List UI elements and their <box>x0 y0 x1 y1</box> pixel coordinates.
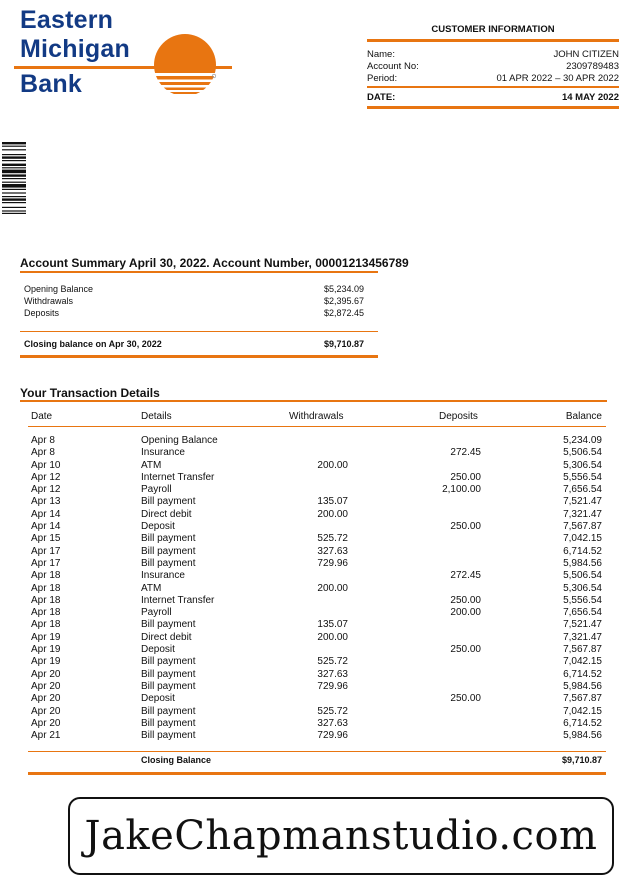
row-details: Insurance <box>141 447 185 459</box>
summary-divider <box>20 331 378 332</box>
customer-info-rule-3 <box>367 106 619 109</box>
row-balance: 7,042.15 <box>563 533 602 545</box>
bank-name-line2: Michigan <box>20 35 130 63</box>
row-balance: 5,984.56 <box>563 680 602 692</box>
summary-rule <box>20 271 378 273</box>
row-balance: 5,556.54 <box>563 594 602 606</box>
barcode-bar <box>2 174 26 176</box>
barcode-bar <box>2 167 26 168</box>
row-balance: 7,042.15 <box>563 705 602 717</box>
barcode-bar <box>2 210 26 211</box>
table-row <box>31 484 602 496</box>
row-details: Bill payment <box>141 680 196 692</box>
row-balance: 5,984.56 <box>563 557 602 569</box>
row-balance: 7,521.47 <box>563 496 602 508</box>
row-date: Apr 12 <box>31 484 61 496</box>
row-balance: 5,234.09 <box>563 435 602 446</box>
row-balance: 5,306.54 <box>563 582 602 594</box>
account-number-label: Account No: <box>367 61 419 72</box>
row-details: Deposit <box>141 521 175 533</box>
row-withdrawal: 327.63 <box>317 545 348 557</box>
row-balance: 6,714.52 <box>563 545 602 557</box>
table-row <box>31 693 602 705</box>
summary-row-label: Opening Balance <box>24 284 94 294</box>
row-date: Apr 18 <box>31 570 61 582</box>
table-row <box>31 607 602 619</box>
row-details: Payroll <box>141 484 172 496</box>
transactions-rule <box>20 400 607 402</box>
row-deposit: 200.00 <box>450 607 481 619</box>
row-withdrawal: 200.00 <box>317 508 348 520</box>
account-number-row <box>367 61 619 73</box>
row-details: Internet Transfer <box>141 594 215 606</box>
row-date: Apr 20 <box>31 717 61 729</box>
barcode-bar <box>2 207 26 208</box>
summary-closing-row <box>24 339 364 349</box>
period-label: Period: <box>367 73 398 84</box>
row-details: Bill payment <box>141 730 196 742</box>
transactions-title: Your Transaction Details <box>20 386 160 400</box>
row-details: Bill payment <box>141 668 196 680</box>
table-row <box>31 718 602 730</box>
transactions-closing-row <box>31 754 602 766</box>
transactions-body <box>31 435 602 742</box>
row-balance: 7,567.87 <box>563 644 602 656</box>
row-deposit: 272.45 <box>450 447 481 459</box>
row-date: Apr 20 <box>31 705 61 717</box>
row-date: Apr 12 <box>31 471 61 483</box>
table-row <box>31 669 602 681</box>
row-date: Apr 10 <box>31 459 61 471</box>
row-deposit: 250.00 <box>450 693 481 705</box>
watermark-text: JakeChapmanstudio.com <box>84 813 598 859</box>
row-withdrawal: 729.96 <box>317 557 348 569</box>
table-row <box>31 435 602 447</box>
transactions-bottom-rule <box>28 751 606 752</box>
table-row <box>31 533 602 545</box>
barcode-bar <box>2 156 26 158</box>
logo-rule <box>14 66 232 69</box>
row-details: Bill payment <box>141 656 196 668</box>
row-date: Apr 14 <box>31 521 61 533</box>
barcode-bar <box>2 170 26 174</box>
barcode-bar <box>2 192 26 193</box>
barcode-bar <box>2 213 26 214</box>
row-details: Payroll <box>141 607 172 619</box>
summary-row-label: Withdrawals <box>24 296 74 306</box>
row-balance: 5,306.54 <box>563 459 602 471</box>
row-date: Apr 8 <box>31 447 55 459</box>
row-details: ATM <box>141 459 162 471</box>
customer-info-panel <box>367 22 619 109</box>
row-withdrawal: 729.96 <box>317 730 348 742</box>
customer-name-value: JOHN CITIZEN <box>553 49 619 60</box>
row-date: Apr 21 <box>31 730 61 742</box>
row-date: Apr 20 <box>31 680 61 692</box>
bank-name-line3: Bank <box>20 70 82 98</box>
row-date: Apr 18 <box>31 594 61 606</box>
row-deposit: 272.45 <box>450 570 481 582</box>
row-details: Bill payment <box>141 533 196 545</box>
summary-row <box>24 307 364 319</box>
table-row <box>31 619 602 631</box>
row-deposit: 250.00 <box>450 521 481 533</box>
summary-closing-value: $9,710.87 <box>323 339 364 349</box>
table-row <box>31 644 602 656</box>
row-details: Internet Transfer <box>141 471 215 483</box>
row-details: Opening Balance <box>141 435 218 446</box>
barcode-bar <box>2 202 26 203</box>
summary-row-value: $5,234.09 <box>323 284 364 294</box>
header-deposits: Deposits <box>439 411 478 422</box>
table-row <box>31 496 602 508</box>
row-withdrawal: 327.63 <box>317 717 348 729</box>
row-date: Apr 15 <box>31 533 61 545</box>
row-balance: 7,656.54 <box>563 484 602 496</box>
barcode-bar <box>2 149 26 150</box>
summary-row <box>24 295 364 307</box>
row-date: Apr 13 <box>31 496 61 508</box>
row-withdrawal: 135.07 <box>317 619 348 631</box>
barcode-bar <box>2 196 26 197</box>
bank-logo <box>14 6 234 102</box>
row-withdrawal: 525.72 <box>317 705 348 717</box>
row-balance: 7,321.47 <box>563 508 602 520</box>
row-balance: 5,556.54 <box>563 471 602 483</box>
table-row <box>31 546 602 558</box>
row-withdrawal: 327.63 <box>317 668 348 680</box>
row-balance: 7,521.47 <box>563 619 602 631</box>
barcode-bar <box>2 198 26 200</box>
row-date: Apr 17 <box>31 557 61 569</box>
barcode-bar <box>2 164 26 166</box>
row-date: Apr 20 <box>31 668 61 680</box>
row-details: Deposit <box>141 693 175 705</box>
table-row <box>31 509 602 521</box>
row-details: Bill payment <box>141 557 196 569</box>
barcode-icon <box>2 142 26 246</box>
summary-title: Account Summary April 30, 2022. Account Number, 00001213456789 <box>20 256 409 270</box>
barcode-bar <box>2 142 26 144</box>
row-date: Apr 17 <box>31 545 61 557</box>
row-withdrawal: 525.72 <box>317 533 348 545</box>
row-withdrawal: 729.96 <box>317 680 348 692</box>
row-withdrawal: 200.00 <box>317 459 348 471</box>
header-balance: Balance <box>565 411 602 422</box>
bank-name-line1: Eastern <box>20 6 114 34</box>
row-date: Apr 19 <box>31 631 61 643</box>
row-deposit: 250.00 <box>450 644 481 656</box>
statement-date-label: DATE: <box>367 92 396 103</box>
period-value: 01 APR 2022 – 30 APR 2022 <box>496 73 619 84</box>
row-withdrawal: 200.00 <box>317 631 348 643</box>
summary-table <box>24 283 364 319</box>
row-details: Direct debit <box>141 631 192 643</box>
period-row <box>367 73 619 85</box>
barcode-bar <box>2 154 26 155</box>
table-row <box>31 656 602 668</box>
table-row <box>31 460 602 472</box>
row-date: Apr 19 <box>31 644 61 656</box>
row-balance: 7,042.15 <box>563 656 602 668</box>
header-date: Date <box>31 411 53 422</box>
transactions-header-rule <box>28 426 606 427</box>
row-details: Insurance <box>141 570 185 582</box>
row-details: Deposit <box>141 644 175 656</box>
table-row <box>31 472 602 484</box>
row-balance: 7,656.54 <box>563 607 602 619</box>
row-withdrawal: 135.07 <box>317 496 348 508</box>
summary-row-value: $2,395.67 <box>323 296 364 306</box>
row-details: Bill payment <box>141 496 196 508</box>
customer-name-row <box>367 49 619 61</box>
row-balance: 7,567.87 <box>563 693 602 705</box>
watermark-box <box>68 797 614 875</box>
summary-row <box>24 283 364 295</box>
row-date: Apr 18 <box>31 582 61 594</box>
barcode-bar <box>2 182 26 183</box>
table-row <box>31 595 602 607</box>
transactions-header <box>31 411 602 423</box>
row-balance: 5,506.54 <box>563 570 602 582</box>
table-row <box>31 706 602 718</box>
row-deposit: 2,100.00 <box>442 484 481 496</box>
row-deposit: 250.00 <box>450 594 481 606</box>
row-balance: 6,714.52 <box>563 668 602 680</box>
barcode-bar <box>2 146 26 147</box>
table-row <box>31 730 602 742</box>
row-details: Bill payment <box>141 619 196 631</box>
row-details: Direct debit <box>141 508 192 520</box>
row-balance: 5,984.56 <box>563 730 602 742</box>
barcode-bar <box>2 189 26 190</box>
customer-name-label: Name: <box>367 49 395 60</box>
summary-row-value: $2,872.45 <box>323 308 364 318</box>
barcode-bar <box>2 178 26 179</box>
closing-balance-label: Closing Balance <box>141 755 212 765</box>
row-date: Apr 18 <box>31 619 61 631</box>
summary-bottom-rule <box>20 355 378 358</box>
header-details: Details <box>141 411 172 422</box>
statement-date-value: 14 MAY 2022 <box>561 92 619 103</box>
table-row <box>31 681 602 693</box>
row-details: Bill payment <box>141 717 196 729</box>
row-date: Apr 20 <box>31 693 61 705</box>
summary-closing-label: Closing balance on Apr 30, 2022 <box>24 339 162 349</box>
account-number-value: 2309789483 <box>566 61 619 72</box>
summary-row-label: Deposits <box>24 308 60 318</box>
table-row <box>31 570 602 582</box>
statement-date-row <box>367 88 619 106</box>
transactions-final-rule <box>28 772 606 775</box>
closing-balance-value: $9,710.87 <box>561 755 602 765</box>
row-details: Bill payment <box>141 705 196 717</box>
table-row <box>31 521 602 533</box>
barcode-bar <box>2 160 26 161</box>
row-balance: 7,567.87 <box>563 521 602 533</box>
barcode-bar <box>2 184 26 188</box>
table-row <box>31 632 602 644</box>
row-date: Apr 19 <box>31 656 61 668</box>
sun-logo-icon <box>152 32 218 98</box>
row-date: Apr 8 <box>31 435 55 446</box>
row-balance: 6,714.52 <box>563 717 602 729</box>
row-deposit: 250.00 <box>450 471 481 483</box>
table-row <box>31 558 602 570</box>
table-row <box>31 583 602 595</box>
row-date: Apr 14 <box>31 508 61 520</box>
row-details: ATM <box>141 582 162 594</box>
customer-info-title: CUSTOMER INFORMATION <box>431 24 555 35</box>
row-balance: 7,321.47 <box>563 631 602 643</box>
row-withdrawal: 525.72 <box>317 656 348 668</box>
header-withdrawals: Withdrawals <box>289 411 344 422</box>
row-date: Apr 18 <box>31 607 61 619</box>
row-balance: 5,506.54 <box>563 447 602 459</box>
table-row <box>31 447 602 459</box>
row-withdrawal: 200.00 <box>317 582 348 594</box>
row-details: Bill payment <box>141 545 196 557</box>
